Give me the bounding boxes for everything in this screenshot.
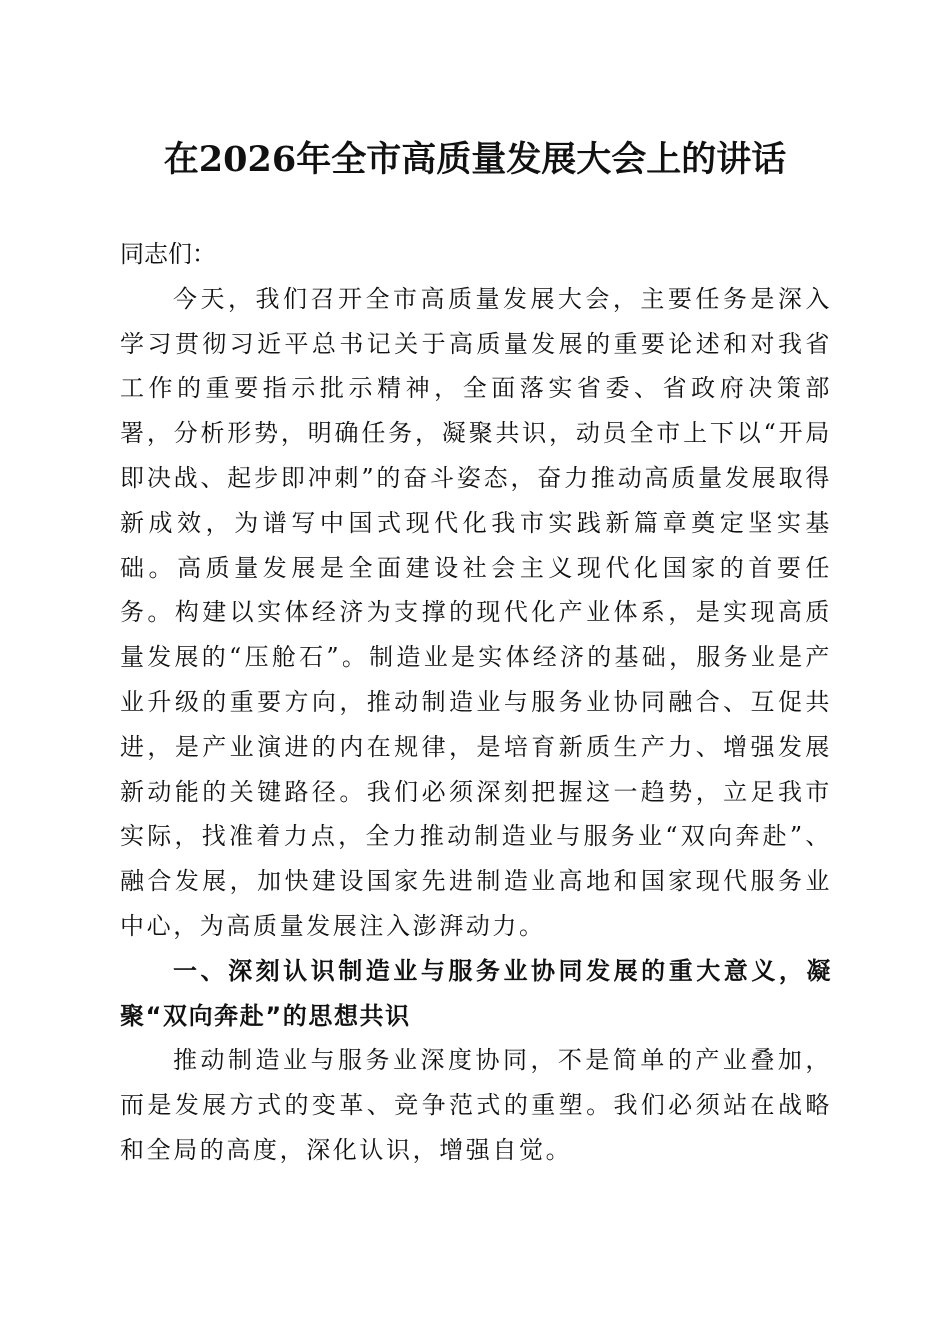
document-title: 在2026年全市高质量发展大会上的讲话	[163, 139, 787, 180]
paragraph-section-1: 推动制造业与服务业深度协同，不是简单的产业叠加，而是发展方式的变革、竞争范式的重塑。我们必须站在战略和全局的高度，深化认识，增强自觉。	[120, 1046, 832, 1164]
paragraph-opening: 今天，我们召开全市高质量发展大会，主要任务是深入学习贯彻习近平总书记关于高质量发展的重要论述和对我省工作的重要指示批示精神，全面落实省委、省政府决策部署，分析形势，明确任务，凝聚共识，动员全市上下以“开局即决战、起步即冲刺”的奋斗姿态，奋力推动高质量发展取得新成效，为谱写中国式现代化我市实践新篇章奠定坚实基础。高质量发展是全面建设社会主义现代化国家的首要任务。构建以实体经济为支撑的现代化产业体系，是实现高质量发展的“压舱石”。制造业是实体经济的基础，服务业是产业升级的重要方向，推动制造业与服务业协同融合、互促共进，是产业演进的内在规律，是培育新质生产力、增强发展新动能的关键路径。我们必须深刻把握这一趋势，立足我市实际，找准着力点，全力推动制造业与服务业“双向奔赴”、融合发展，加快建设国家先进制造业高地和国家现代服务业中心，为高质量发展注入澎湃动力。	[120, 284, 832, 940]
salutation: 同志们：	[120, 240, 216, 268]
section-heading-1: 一、深刻认识制造业与服务业协同发展的重大意义，凝聚“双向奔赴”的思想共识	[120, 956, 832, 1030]
document-body	[120, 232, 832, 1173]
